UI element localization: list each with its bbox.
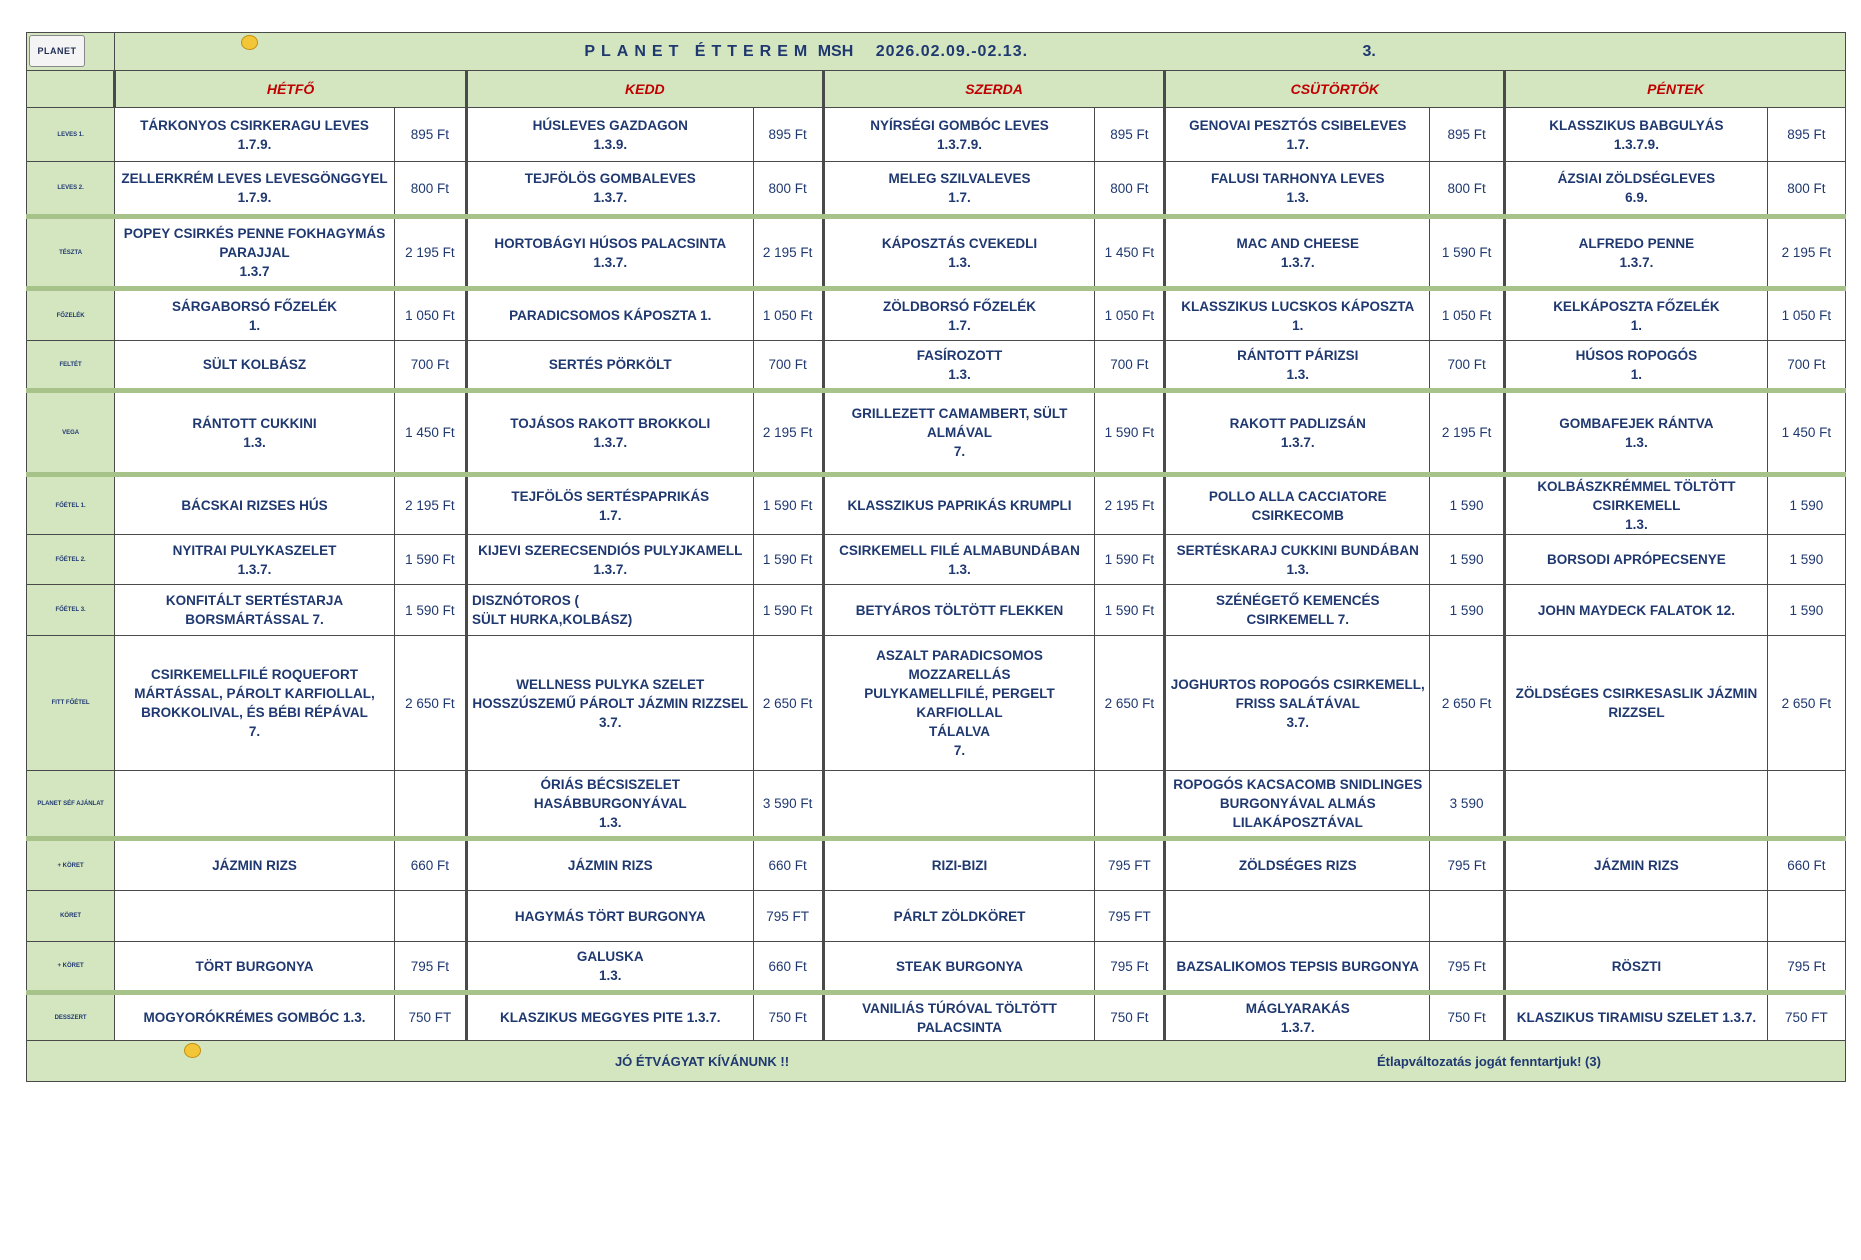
dish-name-friday: ZÖLDSÉGES CSIRKESASLIK JÁZMIN RIZZSEL [1505,636,1768,771]
dish-name-friday: RÖSZTI [1505,942,1768,993]
dish-price-thursday: 795 Ft [1430,942,1505,993]
dish-price-thursday: 1 590 [1430,475,1505,535]
dish-name-wednesday: PÁRLT ZÖLDKÖRET [823,891,1095,942]
dish-price-friday: 700 Ft [1767,341,1845,391]
corner-cell [27,71,115,108]
dish-price-wednesday: 1 590 Ft [1095,535,1165,585]
dish-name-wednesday: KLASSZIKUS PAPRIKÁS KRUMPLI [823,475,1095,535]
day-tuesday: KEDD [466,71,823,108]
day-header-row [27,71,1846,108]
restaurant-name: PLANET ÉTTEREM [584,42,814,60]
dish-price-thursday: 2 650 Ft [1430,636,1505,771]
dish-price-wednesday: 795 Ft [1095,942,1165,993]
dish-name-monday: TÁRKONYOS CSIRKERAGU LEVES 1.7.9. [115,108,395,162]
menu-row [27,108,1846,162]
dish-name-monday: KONFITÁLT SERTÉSTARJA BORSMÁRTÁSSAL 7. [115,585,395,636]
dish-price-monday: 750 FT [394,993,466,1041]
dish-name-wednesday: ASZALT PARADICSOMOS MOZZARELLÁS PULYKAMELLFILÉ, PERGELT KARFIOLLAL TÁLALVA 7. [823,636,1095,771]
dish-name-monday: POPEY CSIRKÉS PENNE FOKHAGYMÁS PARAJJAL 1.3.7 [115,217,395,289]
dish-name-monday: TÖRT BURGONYA [115,942,395,993]
dish-price-tuesday: 2 195 Ft [753,217,823,289]
dish-name-thursday: RAKOTT PADLIZSÁN 1.3.7. [1165,391,1430,475]
dish-name-tuesday: HÚSLEVES GAZDAGON 1.3.9. [466,108,753,162]
dish-price-tuesday: 1 050 Ft [753,289,823,341]
category-label: FELTÉT [27,341,115,391]
logo-cell [27,33,115,71]
dish-price-tuesday: 895 Ft [753,108,823,162]
dish-name-friday: ÁZSIAI ZÖLDSÉGLEVES 6.9. [1505,162,1768,217]
dish-price-tuesday: 660 Ft [753,839,823,891]
week-number: 3. [1362,42,1376,60]
dish-price-friday: 1 590 [1767,535,1845,585]
day-friday: PÉNTEK [1505,71,1846,108]
footer-cell [27,1041,1846,1082]
category-label: KÖRET [27,891,115,942]
category-label: + KÖRET [27,942,115,993]
dish-price-wednesday [1095,771,1165,839]
title-row [27,33,1846,71]
dish-name-thursday: BAZSALIKOMOS TEPSIS BURGONYA [1165,942,1430,993]
dish-price-wednesday: 795 FT [1095,839,1165,891]
dish-price-wednesday: 1 590 Ft [1095,585,1165,636]
dish-name-thursday: ROPOGÓS KACSACOMB SNIDLINGES BURGONYÁVAL ALMÁS LILAKÁPOSZTÁVAL [1165,771,1430,839]
category-label: FITT FŐÉTEL [27,636,115,771]
dish-price-friday: 750 FT [1767,993,1845,1041]
dish-name-wednesday: FASÍROZOTT 1.3. [823,341,1095,391]
dish-name-tuesday: TEJFÖLÖS GOMBALEVES 1.3.7. [466,162,753,217]
dish-price-thursday: 795 Ft [1430,839,1505,891]
dish-name-thursday: MÁGLYARAKÁS 1.3.7. [1165,993,1430,1041]
dish-price-friday: 2 195 Ft [1767,217,1845,289]
dish-name-wednesday: STEAK BURGONYA [823,942,1095,993]
dish-price-thursday: 750 Ft [1430,993,1505,1041]
dish-price-thursday: 2 195 Ft [1430,391,1505,475]
dish-name-tuesday: GALUSKA 1.3. [466,942,753,993]
dish-name-wednesday: GRILLEZETT CAMAMBERT, SÜLT ALMÁVAL 7. [823,391,1095,475]
smiley-icon [241,35,258,50]
footer-greeting: JÓ ÉTVÁGYAT KÍVÁNUNK !! [614,1053,790,1069]
dish-price-monday: 1 050 Ft [394,289,466,341]
menu-row [27,891,1846,942]
dish-price-monday: 1 590 Ft [394,585,466,636]
dish-price-tuesday: 1 590 Ft [753,475,823,535]
dish-name-thursday: FALUSI TARHONYA LEVES 1.3. [1165,162,1430,217]
dish-price-monday: 2 195 Ft [394,217,466,289]
dish-price-friday: 800 Ft [1767,162,1845,217]
dish-name-thursday: RÁNTOTT PÁRIZSI 1.3. [1165,341,1430,391]
category-label: PLANET SÉF AJÁNLAT [27,771,115,839]
dish-name-tuesday: TEJFÖLÖS SERTÉSPAPRIKÁS 1.7. [466,475,753,535]
dish-price-tuesday: 1 590 Ft [753,535,823,585]
menu-row [27,341,1846,391]
category-label: + KÖRET [27,839,115,891]
dish-price-wednesday: 2 650 Ft [1095,636,1165,771]
dish-name-friday: KELKÁPOSZTA FŐZELÉK 1. [1505,289,1768,341]
dish-price-tuesday: 3 590 Ft [753,771,823,839]
dish-name-wednesday: MELEG SZILVALEVES 1.7. [823,162,1095,217]
date-range: 2026.02.09.-02.13. [875,42,1029,60]
dish-price-tuesday: 2 195 Ft [753,391,823,475]
dish-price-thursday: 1 050 Ft [1430,289,1505,341]
dish-name-monday [115,771,395,839]
dish-price-monday: 800 Ft [394,162,466,217]
dish-price-monday: 795 Ft [394,942,466,993]
logo-text: PLANET [37,46,77,56]
dish-name-wednesday: VANILIÁS TÚRÓVAL TÖLTÖTT PALACSINTA [823,993,1095,1041]
dish-name-thursday [1165,891,1430,942]
dish-price-friday: 895 Ft [1767,108,1845,162]
dish-price-tuesday: 750 Ft [753,993,823,1041]
dish-price-tuesday: 700 Ft [753,341,823,391]
smiley-icon [184,1043,201,1058]
dish-price-monday: 1 590 Ft [394,535,466,585]
footer-row [27,1041,1846,1082]
dish-price-monday: 895 Ft [394,108,466,162]
dish-name-thursday: GENOVAI PESZTÓS CSIBELEVES 1.7. [1165,108,1430,162]
dish-price-friday [1767,891,1845,942]
menu-row [27,217,1846,289]
weekly-menu-sheet [26,32,1846,1247]
dish-price-wednesday: 895 Ft [1095,108,1165,162]
dish-name-monday: JÁZMIN RIZS [115,839,395,891]
menu-row [27,391,1846,475]
menu-row [27,535,1846,585]
dish-name-tuesday: DISZNÓTOROS ( SÜLT HURKA,KOLBÁSZ) [466,585,753,636]
day-monday: HÉTFŐ [115,71,467,108]
dish-price-thursday: 800 Ft [1430,162,1505,217]
day-wednesday: SZERDA [823,71,1165,108]
dish-name-tuesday: WELLNESS PULYKA SZELET HOSSZÚSZEMŰ PÁROLT JÁZMIN RIZZSEL 3.7. [466,636,753,771]
dish-price-monday: 2 195 Ft [394,475,466,535]
dish-name-friday: KOLBÁSZKRÉMMEL TÖLTÖTT CSIRKEMELL 1.3. [1505,475,1768,535]
category-label: VEGA [27,391,115,475]
planet-logo [29,35,85,67]
dish-name-thursday: MAC AND CHEESE 1.3.7. [1165,217,1430,289]
menu-row [27,839,1846,891]
dish-name-monday: RÁNTOTT CUKKINI 1.3. [115,391,395,475]
dish-price-tuesday: 795 FT [753,891,823,942]
dish-name-thursday: SZÉNÉGETŐ KEMENCÉS CSIRKEMELL 7. [1165,585,1430,636]
dish-price-wednesday: 700 Ft [1095,341,1165,391]
dish-name-monday: CSIRKEMELLFILÉ ROQUEFORT MÁRTÁSSAL, PÁROLT KARFIOLLAL, BROKKOLIVAL, ÉS BÉBI RÉPÁVAL 7. [115,636,395,771]
dish-name-monday: SÁRGABORSÓ FŐZELÉK 1. [115,289,395,341]
dish-price-friday: 1 590 [1767,585,1845,636]
dish-name-tuesday: KIJEVI SZERECSENDIÓS PULYJKAMELL 1.3.7. [466,535,753,585]
dish-name-tuesday: HORTOBÁGYI HÚSOS PALACSINTA 1.3.7. [466,217,753,289]
dish-name-tuesday: SERTÉS PÖRKÖLT [466,341,753,391]
dish-name-monday: SÜLT KOLBÁSZ [115,341,395,391]
footer-note: Étlapváltozatás jogát fenntartjuk! (3) [1377,1053,1601,1069]
dish-name-wednesday: ZÖLDBORSÓ FŐZELÉK 1.7. [823,289,1095,341]
dish-name-monday [115,891,395,942]
dish-price-monday [394,891,466,942]
dish-price-wednesday: 2 195 Ft [1095,475,1165,535]
dish-price-friday: 1 590 [1767,475,1845,535]
dish-price-wednesday: 1 590 Ft [1095,391,1165,475]
dish-name-wednesday: NYÍRSÉGI GOMBÓC LEVES 1.3.7.9. [823,108,1095,162]
dish-price-monday: 1 450 Ft [394,391,466,475]
dish-name-friday [1505,771,1768,839]
day-thursday: CSÜTÖRTÖK [1165,71,1505,108]
dish-name-wednesday: RIZI-BIZI [823,839,1095,891]
dish-name-friday: HÚSOS ROPOGÓS 1. [1505,341,1768,391]
dish-price-tuesday: 800 Ft [753,162,823,217]
dish-name-monday: MOGYORÓKRÉMES GOMBÓC 1.3. [115,993,395,1041]
dish-name-thursday: KLASSZIKUS LUCSKOS KÁPOSZTA 1. [1165,289,1430,341]
dish-price-thursday [1430,891,1505,942]
category-label: LEVES 1. [27,108,115,162]
dish-price-wednesday: 750 Ft [1095,993,1165,1041]
dish-name-thursday: ZÖLDSÉGES RIZS [1165,839,1430,891]
dish-price-wednesday: 1 450 Ft [1095,217,1165,289]
dish-price-monday: 700 Ft [394,341,466,391]
dish-name-monday: BÁCSKAI RIZSES HÚS [115,475,395,535]
dish-name-friday: JOHN MAYDECK FALATOK 12. [1505,585,1768,636]
dish-price-thursday: 1 590 [1430,535,1505,585]
menu-row [27,636,1846,771]
dish-name-tuesday: KLASZIKUS MEGGYES PITE 1.3.7. [466,993,753,1041]
dish-name-friday: KLASZIKUS TIRAMISU SZELET 1.3.7. [1505,993,1768,1041]
dish-name-tuesday: ÓRIÁS BÉCSISZELET HASÁBBURGONYÁVAL 1.3. [466,771,753,839]
menu-table [26,32,1846,1082]
category-label: TÉSZTA [27,217,115,289]
dish-price-friday: 1 050 Ft [1767,289,1845,341]
category-label: FŐÉTEL 3. [27,585,115,636]
menu-row [27,771,1846,839]
dish-name-monday: ZELLERKRÉM LEVES LEVESGÖNGGYEL 1.7.9. [115,162,395,217]
dish-name-thursday: JOGHURTOS ROPOGÓS CSIRKEMELL, FRISS SALÁTÁVAL 3.7. [1165,636,1430,771]
dish-name-tuesday: TOJÁSOS RAKOTT BROKKOLI 1.3.7. [466,391,753,475]
dish-price-thursday: 700 Ft [1430,341,1505,391]
dish-price-thursday: 895 Ft [1430,108,1505,162]
dish-price-tuesday: 1 590 Ft [753,585,823,636]
category-label: DESSZERT [27,993,115,1041]
dish-price-wednesday: 795 FT [1095,891,1165,942]
dish-name-thursday: SERTÉSKARAJ CUKKINI BUNDÁBAN 1.3. [1165,535,1430,585]
dish-price-friday [1767,771,1845,839]
dish-price-wednesday: 800 Ft [1095,162,1165,217]
dish-price-friday: 660 Ft [1767,839,1845,891]
dish-name-friday: KLASSZIKUS BABGULYÁS 1.3.7.9. [1505,108,1768,162]
dish-name-friday: JÁZMIN RIZS [1505,839,1768,891]
menu-row [27,993,1846,1041]
dish-name-wednesday: KÁPOSZTÁS CVEKEDLI 1.3. [823,217,1095,289]
dish-name-friday [1505,891,1768,942]
dish-price-friday: 795 Ft [1767,942,1845,993]
dish-name-tuesday: JÁZMIN RIZS [466,839,753,891]
dish-name-monday: NYITRAI PULYKASZELET 1.3.7. [115,535,395,585]
menu-row [27,942,1846,993]
page-title [115,33,1846,71]
dish-price-thursday: 1 590 [1430,585,1505,636]
dish-name-tuesday: HAGYMÁS TÖRT BURGONYA [466,891,753,942]
dish-price-monday: 2 650 Ft [394,636,466,771]
menu-row [27,475,1846,535]
restaurant-location: MSH [817,42,854,60]
dish-price-monday: 660 Ft [394,839,466,891]
dish-price-tuesday: 2 650 Ft [753,636,823,771]
dish-name-friday: BORSODI APRÓPECSENYE [1505,535,1768,585]
dish-name-wednesday [823,771,1095,839]
category-label: FŐZELÉK [27,289,115,341]
dish-name-wednesday: CSIRKEMELL FILÉ ALMABUNDÁBAN 1.3. [823,535,1095,585]
dish-name-tuesday: PARADICSOMOS KÁPOSZTA 1. [466,289,753,341]
dish-price-thursday: 1 590 Ft [1430,217,1505,289]
dish-price-wednesday: 1 050 Ft [1095,289,1165,341]
dish-name-friday: GOMBAFEJEK RÁNTVA 1.3. [1505,391,1768,475]
menu-row [27,585,1846,636]
category-label: FŐÉTEL 1. [27,475,115,535]
dish-price-thursday: 3 590 [1430,771,1505,839]
dish-price-tuesday: 660 Ft [753,942,823,993]
dish-name-friday: ALFREDO PENNE 1.3.7. [1505,217,1768,289]
dish-price-friday: 1 450 Ft [1767,391,1845,475]
dish-price-monday [394,771,466,839]
category-label: FŐÉTEL 2. [27,535,115,585]
dish-name-thursday: POLLO ALLA CACCIATORE CSIRKECOMB [1165,475,1430,535]
menu-row [27,162,1846,217]
dish-name-wednesday: BETYÁROS TÖLTÖTT FLEKKEN [823,585,1095,636]
menu-row [27,289,1846,341]
category-label: LEVES 2. [27,162,115,217]
dish-price-friday: 2 650 Ft [1767,636,1845,771]
